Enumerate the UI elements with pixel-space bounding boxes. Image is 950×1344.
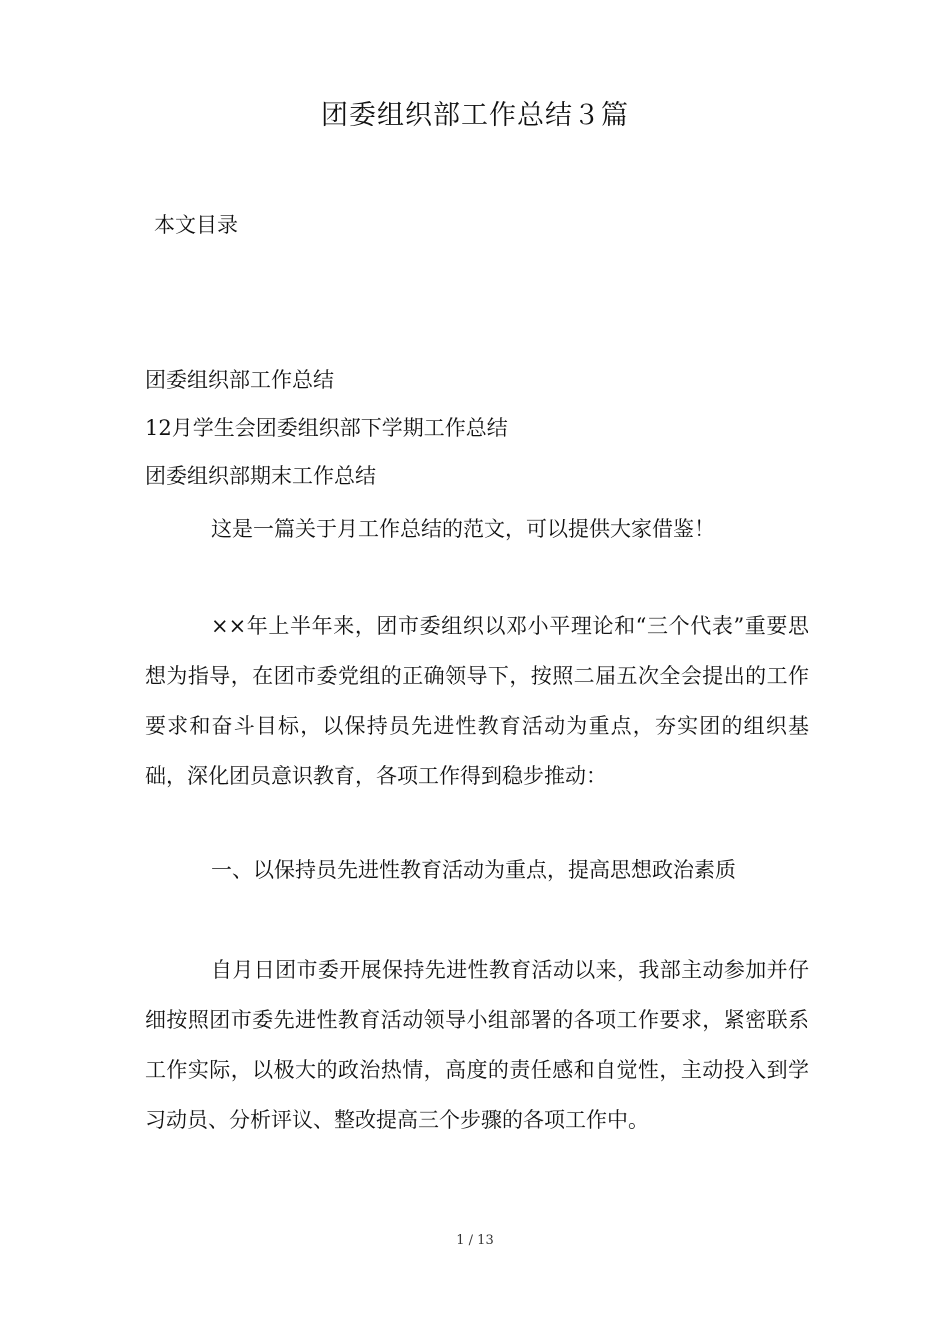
page-number: 1 / 13	[456, 1233, 494, 1248]
section-heading: 一、以保持员先进性教育活动为重点，提高思想政治素质	[211, 858, 736, 882]
toc-heading: 本文目录	[154, 213, 238, 237]
toc-list	[145, 356, 508, 500]
toc-item[interactable]: 团委组织部工作总结	[145, 368, 334, 392]
body-paragraph: ××年上半年来，团市委组织以邓小平理论和“三个代表”重要思想为指导，在团市委党组的正确领导下，按照二届五次全会提出的工作要求和奋斗目标，以保持员先进性教育活动为重点，夯实团的组织基础，深化团员意识教育，各项工作得到稳步推动：	[145, 614, 809, 788]
intro-paragraph: 这是一篇关于月工作总结的范文，可以提供大家借鉴！	[211, 517, 715, 541]
toc-item[interactable]: 12月学生会团委组织部下学期工作总结	[145, 416, 508, 440]
body-paragraph: 自月日团市委开展保持先进性教育活动以来，我部主动参加并仔细按照团市委先进性教育活动领导小组部署的各项工作要求，紧密联系工作实际，以极大的政治热情，高度的责任感和自觉性，主动投入到学习动员、分析评议、整改提高三个步骤的各项工作中。	[145, 958, 809, 1132]
document-title: 团委组织部工作总结３篇	[321, 100, 629, 131]
toc-item[interactable]: 团委组织部期末工作总结	[145, 464, 376, 488]
